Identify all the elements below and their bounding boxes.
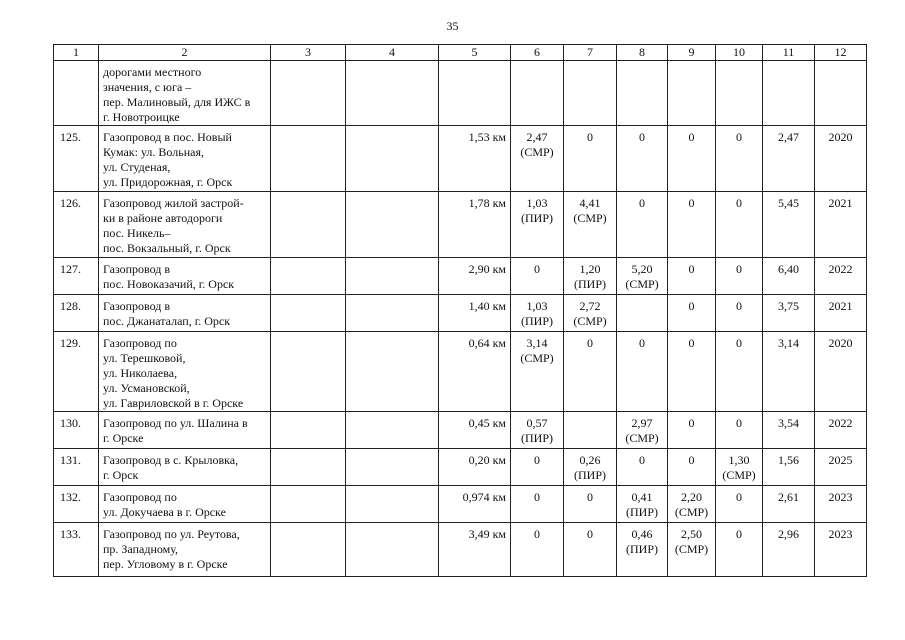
col8-cell-line: (ПИР) xyxy=(626,542,658,556)
total-cell: 3,54 xyxy=(763,412,815,449)
col10-cell-line: 0 xyxy=(736,527,742,541)
col8-cell-line: 5,20 xyxy=(631,262,653,276)
header-cell: 3 xyxy=(271,45,346,61)
col6-cell-line: (ПИР) xyxy=(521,211,553,225)
col3-cell xyxy=(271,486,346,523)
object-name xyxy=(99,126,271,192)
object-name-line: пос. Новоказачий, г. Орск xyxy=(103,277,235,291)
col6-cell-line: 0 xyxy=(534,453,540,467)
header-cell: 12 xyxy=(815,45,867,61)
col4-cell xyxy=(346,295,439,332)
col3-cell xyxy=(271,258,346,295)
col9-cell xyxy=(668,332,716,412)
object-name-line: пер. Малиновый, для ИЖС в xyxy=(103,95,251,109)
year-cell: 2025 xyxy=(815,449,867,486)
col6-cell-line: (СМР) xyxy=(520,351,554,365)
total-cell: 3,75 xyxy=(763,295,815,332)
col6-cell-line: 3,14 xyxy=(526,336,548,350)
length-cell xyxy=(439,61,511,126)
col6-cell-line: 0 xyxy=(534,262,540,276)
col3-cell xyxy=(271,523,346,577)
col10-cell-line: 0 xyxy=(736,299,742,313)
total-cell xyxy=(763,61,815,126)
col4-cell xyxy=(346,486,439,523)
object-name-line: ки в районе автодороги xyxy=(103,211,223,225)
object-name-line: ул. Студеная, xyxy=(103,160,171,174)
col10-cell-line: 1,30 xyxy=(728,453,750,467)
header-row xyxy=(54,45,867,61)
row-number: 129. xyxy=(54,332,99,412)
col7-cell xyxy=(564,523,617,577)
row-number: 125. xyxy=(54,126,99,192)
year-cell: 2023 xyxy=(815,486,867,523)
col9-cell-line: (СМР) xyxy=(674,505,709,519)
col8-cell xyxy=(617,412,668,449)
col7-cell-line: 0 xyxy=(587,130,593,144)
col9-cell-line: 2,50 xyxy=(681,527,702,541)
col10-cell-line: 0 xyxy=(736,416,742,430)
col8-cell xyxy=(617,61,668,126)
row-number: 128. xyxy=(54,295,99,332)
length-cell: 1,53 км xyxy=(439,126,511,192)
col7-cell-line: 0,26 xyxy=(579,453,601,467)
total-cell: 2,96 xyxy=(763,523,815,577)
col6-cell-line: 0,57 xyxy=(526,416,548,430)
object-name-line: Газопровод в с. Крыловка, xyxy=(103,453,239,467)
col9-cell-line: 0 xyxy=(688,453,695,467)
col7-cell xyxy=(564,192,617,258)
year-cell: 2021 xyxy=(815,192,867,258)
col10-cell xyxy=(716,61,763,126)
object-name xyxy=(99,332,271,412)
object-name-line: Газопровод по ул. Шалина в xyxy=(103,416,248,430)
col4-cell xyxy=(346,449,439,486)
col8-cell-line: 0,46 xyxy=(631,527,653,541)
col6-cell-line: (ПИР) xyxy=(521,314,553,328)
header-cell: 5 xyxy=(439,45,511,61)
table-row xyxy=(54,449,867,486)
header-cell: 4 xyxy=(346,45,439,61)
col6-cell xyxy=(511,523,564,577)
object-name-line: Газопровод в пос. Новый xyxy=(103,130,232,144)
row-number: 127. xyxy=(54,258,99,295)
total-cell: 2,47 xyxy=(763,126,815,192)
object-name-line: Газопровод по ул. Реутова, xyxy=(103,527,240,541)
object-name-line: г. Орск xyxy=(103,468,139,482)
col8-cell xyxy=(617,332,668,412)
col7-cell xyxy=(564,332,617,412)
object-name-line: Газопровод по xyxy=(103,490,177,504)
object-name-line: пос. Джанаталап, г. Орск xyxy=(103,314,231,328)
object-name xyxy=(99,258,271,295)
length-cell: 0,20 км xyxy=(439,449,511,486)
col7-cell xyxy=(564,61,617,126)
header-cell: 2 xyxy=(99,45,271,61)
object-name-line: г. Новотроицке xyxy=(103,110,180,124)
header-cell: 1 xyxy=(54,45,99,61)
row-number: 133. xyxy=(54,523,99,577)
year-cell: 2021 xyxy=(815,295,867,332)
table-row xyxy=(54,126,867,192)
length-cell: 0,45 км xyxy=(439,412,511,449)
gas-pipeline-table xyxy=(53,44,867,577)
header-cell: 11 xyxy=(763,45,815,61)
col9-cell-line: 0 xyxy=(688,416,695,430)
col10-cell-line: 0 xyxy=(736,196,742,210)
col7-cell-line: (СМР) xyxy=(573,314,607,328)
col7-cell-line: 0 xyxy=(587,527,593,541)
object-name-line: ул. Николаева, xyxy=(103,366,178,380)
year-cell xyxy=(815,61,867,126)
length-cell: 0,64 км xyxy=(439,332,511,412)
row-number xyxy=(54,61,99,126)
object-name-line: пр. Западному, xyxy=(103,542,179,556)
object-name-line: дорогами местного xyxy=(103,65,202,79)
total-cell: 5,45 xyxy=(763,192,815,258)
col8-cell-line: (ПИР) xyxy=(626,505,658,519)
page-number: 35 xyxy=(446,19,459,33)
col4-cell xyxy=(346,332,439,412)
year-cell: 2023 xyxy=(815,523,867,577)
col7-cell xyxy=(564,295,617,332)
col3-cell xyxy=(271,295,346,332)
year-cell: 2022 xyxy=(815,258,867,295)
col8-cell-line: 0 xyxy=(639,336,645,350)
col7-cell-line: 2,72 xyxy=(579,299,601,313)
length-cell: 3,49 км xyxy=(439,523,511,577)
col6-cell-line: (СМР) xyxy=(520,145,554,159)
object-name-line: ул. Гавриловской в г. Орске xyxy=(103,396,244,410)
col9-cell-line: 0 xyxy=(688,130,695,144)
header-cell: 7 xyxy=(564,45,617,61)
col9-cell-line: 0 xyxy=(688,299,695,313)
total-cell: 2,61 xyxy=(763,486,815,523)
col10-cell-line: 0 xyxy=(736,262,742,276)
col7-cell-line: (ПИР) xyxy=(574,468,606,482)
object-name-line: Газопровод жилой застрой- xyxy=(103,196,244,210)
col9-cell xyxy=(668,523,716,577)
col8-cell xyxy=(617,258,668,295)
col10-cell xyxy=(716,258,763,295)
col10-cell xyxy=(716,449,763,486)
object-name-line: значения, с юга – xyxy=(103,80,192,94)
col6-cell-line: 0 xyxy=(534,527,540,541)
object-name xyxy=(99,192,271,258)
object-name-line: пос. Вокзальный, г. Орск xyxy=(103,241,231,255)
col7-cell xyxy=(564,126,617,192)
col4-cell xyxy=(346,258,439,295)
object-name-line: г. Орске xyxy=(103,431,144,445)
col9-cell-line: 0 xyxy=(688,196,695,210)
col9-cell xyxy=(668,258,716,295)
col6-cell xyxy=(511,258,564,295)
length-cell: 0,974 км xyxy=(439,486,511,523)
col8-cell xyxy=(617,192,668,258)
row-number: 131. xyxy=(54,449,99,486)
col7-cell xyxy=(564,258,617,295)
col7-cell-line: (ПИР) xyxy=(574,277,606,291)
col7-cell-line: 1,20 xyxy=(579,262,601,276)
table-row xyxy=(54,486,867,523)
object-name-line: Кумак: ул. Вольная, xyxy=(103,145,204,159)
col9-cell-line: 0 xyxy=(688,336,695,350)
year-cell: 2020 xyxy=(815,332,867,412)
col10-cell-line: 0 xyxy=(736,130,742,144)
col6-cell xyxy=(511,61,564,126)
object-name xyxy=(99,61,271,126)
object-name-line: Газопровод в xyxy=(103,262,171,276)
object-name-line: ул. Придорожная, г. Орск xyxy=(103,175,233,189)
object-name-line: ул. Терешковой, xyxy=(103,351,186,365)
col9-cell-line: 2,20 xyxy=(681,490,702,504)
col9-cell xyxy=(668,192,716,258)
col4-cell xyxy=(346,412,439,449)
col10-cell-line: 0 xyxy=(736,336,742,350)
year-cell: 2020 xyxy=(815,126,867,192)
object-name-line: ул. Усмановской, xyxy=(103,381,190,395)
col8-cell-line: 0,41 xyxy=(631,490,653,504)
col10-cell-line: (СМР) xyxy=(722,468,756,482)
object-name xyxy=(99,523,271,577)
col10-cell xyxy=(716,192,763,258)
total-cell: 1,56 xyxy=(763,449,815,486)
col9-cell xyxy=(668,61,716,126)
col8-cell-line: (СМР) xyxy=(625,431,659,445)
col7-cell-line: 0 xyxy=(587,490,593,504)
col9-cell xyxy=(668,295,716,332)
col6-cell xyxy=(511,295,564,332)
col4-cell xyxy=(346,523,439,577)
col6-cell xyxy=(511,126,564,192)
col6-cell-line: 1,03 xyxy=(526,196,548,210)
object-name-line: Газопровод по xyxy=(103,336,177,350)
table-row xyxy=(54,332,867,412)
row-number: 126. xyxy=(54,192,99,258)
object-name xyxy=(99,449,271,486)
col10-cell xyxy=(716,332,763,412)
col9-cell xyxy=(668,126,716,192)
header-cell: 6 xyxy=(511,45,564,61)
col10-cell xyxy=(716,523,763,577)
col9-cell-line: 0 xyxy=(688,262,695,276)
col8-cell-line: 0 xyxy=(639,196,645,210)
row-number: 132. xyxy=(54,486,99,523)
col4-cell xyxy=(346,192,439,258)
col7-cell-line: (СМР) xyxy=(573,211,607,225)
col8-cell xyxy=(617,295,668,332)
col10-cell-line: 0 xyxy=(736,490,742,504)
header-cell: 10 xyxy=(716,45,763,61)
col6-cell-line: 0 xyxy=(534,490,540,504)
col6-cell-line: (ПИР) xyxy=(521,431,553,445)
col8-cell xyxy=(617,486,668,523)
object-name-line: Газопровод в xyxy=(103,299,171,313)
col7-cell-line: 4,41 xyxy=(579,196,601,210)
col3-cell xyxy=(271,449,346,486)
table-row xyxy=(54,412,867,449)
col6-cell xyxy=(511,192,564,258)
object-name xyxy=(99,412,271,449)
col8-cell-line: 2,97 xyxy=(631,416,653,430)
object-name-line: пос. Никель– xyxy=(103,226,171,240)
col8-cell-line: 0 xyxy=(639,130,645,144)
col7-cell xyxy=(564,412,617,449)
header-cell: 9 xyxy=(668,45,716,61)
col10-cell xyxy=(716,295,763,332)
col3-cell xyxy=(271,192,346,258)
col10-cell xyxy=(716,486,763,523)
col9-cell-line: (СМР) xyxy=(674,542,709,556)
col6-cell-line: 1,03 xyxy=(526,299,548,313)
header-cell: 8 xyxy=(617,45,668,61)
length-cell: 1,40 км xyxy=(439,295,511,332)
col6-cell xyxy=(511,486,564,523)
object-name-line: пер. Угловому в г. Орске xyxy=(103,557,228,571)
col3-cell xyxy=(271,332,346,412)
col3-cell xyxy=(271,126,346,192)
col4-cell xyxy=(346,61,439,126)
table-row xyxy=(54,192,867,258)
length-cell: 1,78 км xyxy=(439,192,511,258)
col10-cell xyxy=(716,412,763,449)
table-row xyxy=(54,258,867,295)
length-cell: 2,90 км xyxy=(439,258,511,295)
col4-cell xyxy=(346,126,439,192)
col10-cell xyxy=(716,126,763,192)
col8-cell xyxy=(617,126,668,192)
col9-cell xyxy=(668,412,716,449)
row-number: 130. xyxy=(54,412,99,449)
year-cell: 2022 xyxy=(815,412,867,449)
col9-cell xyxy=(668,449,716,486)
col6-cell xyxy=(511,412,564,449)
object-name xyxy=(99,295,271,332)
col8-cell xyxy=(617,523,668,577)
col3-cell xyxy=(271,61,346,126)
col7-cell xyxy=(564,449,617,486)
table-row xyxy=(54,61,867,126)
col8-cell xyxy=(617,449,668,486)
col7-cell-line: 0 xyxy=(587,336,593,350)
object-name xyxy=(99,486,271,523)
col8-cell-line: (СМР) xyxy=(625,277,659,291)
table-row xyxy=(54,523,867,577)
col3-cell xyxy=(271,412,346,449)
col6-cell-line: 2,47 xyxy=(526,130,548,144)
col6-cell xyxy=(511,332,564,412)
table-row xyxy=(54,295,867,332)
col8-cell-line: 0 xyxy=(639,453,645,467)
col7-cell xyxy=(564,486,617,523)
total-cell: 6,40 xyxy=(763,258,815,295)
col6-cell xyxy=(511,449,564,486)
object-name-line: ул. Докучаева в г. Орске xyxy=(103,505,226,519)
total-cell: 3,14 xyxy=(763,332,815,412)
col9-cell xyxy=(668,486,716,523)
